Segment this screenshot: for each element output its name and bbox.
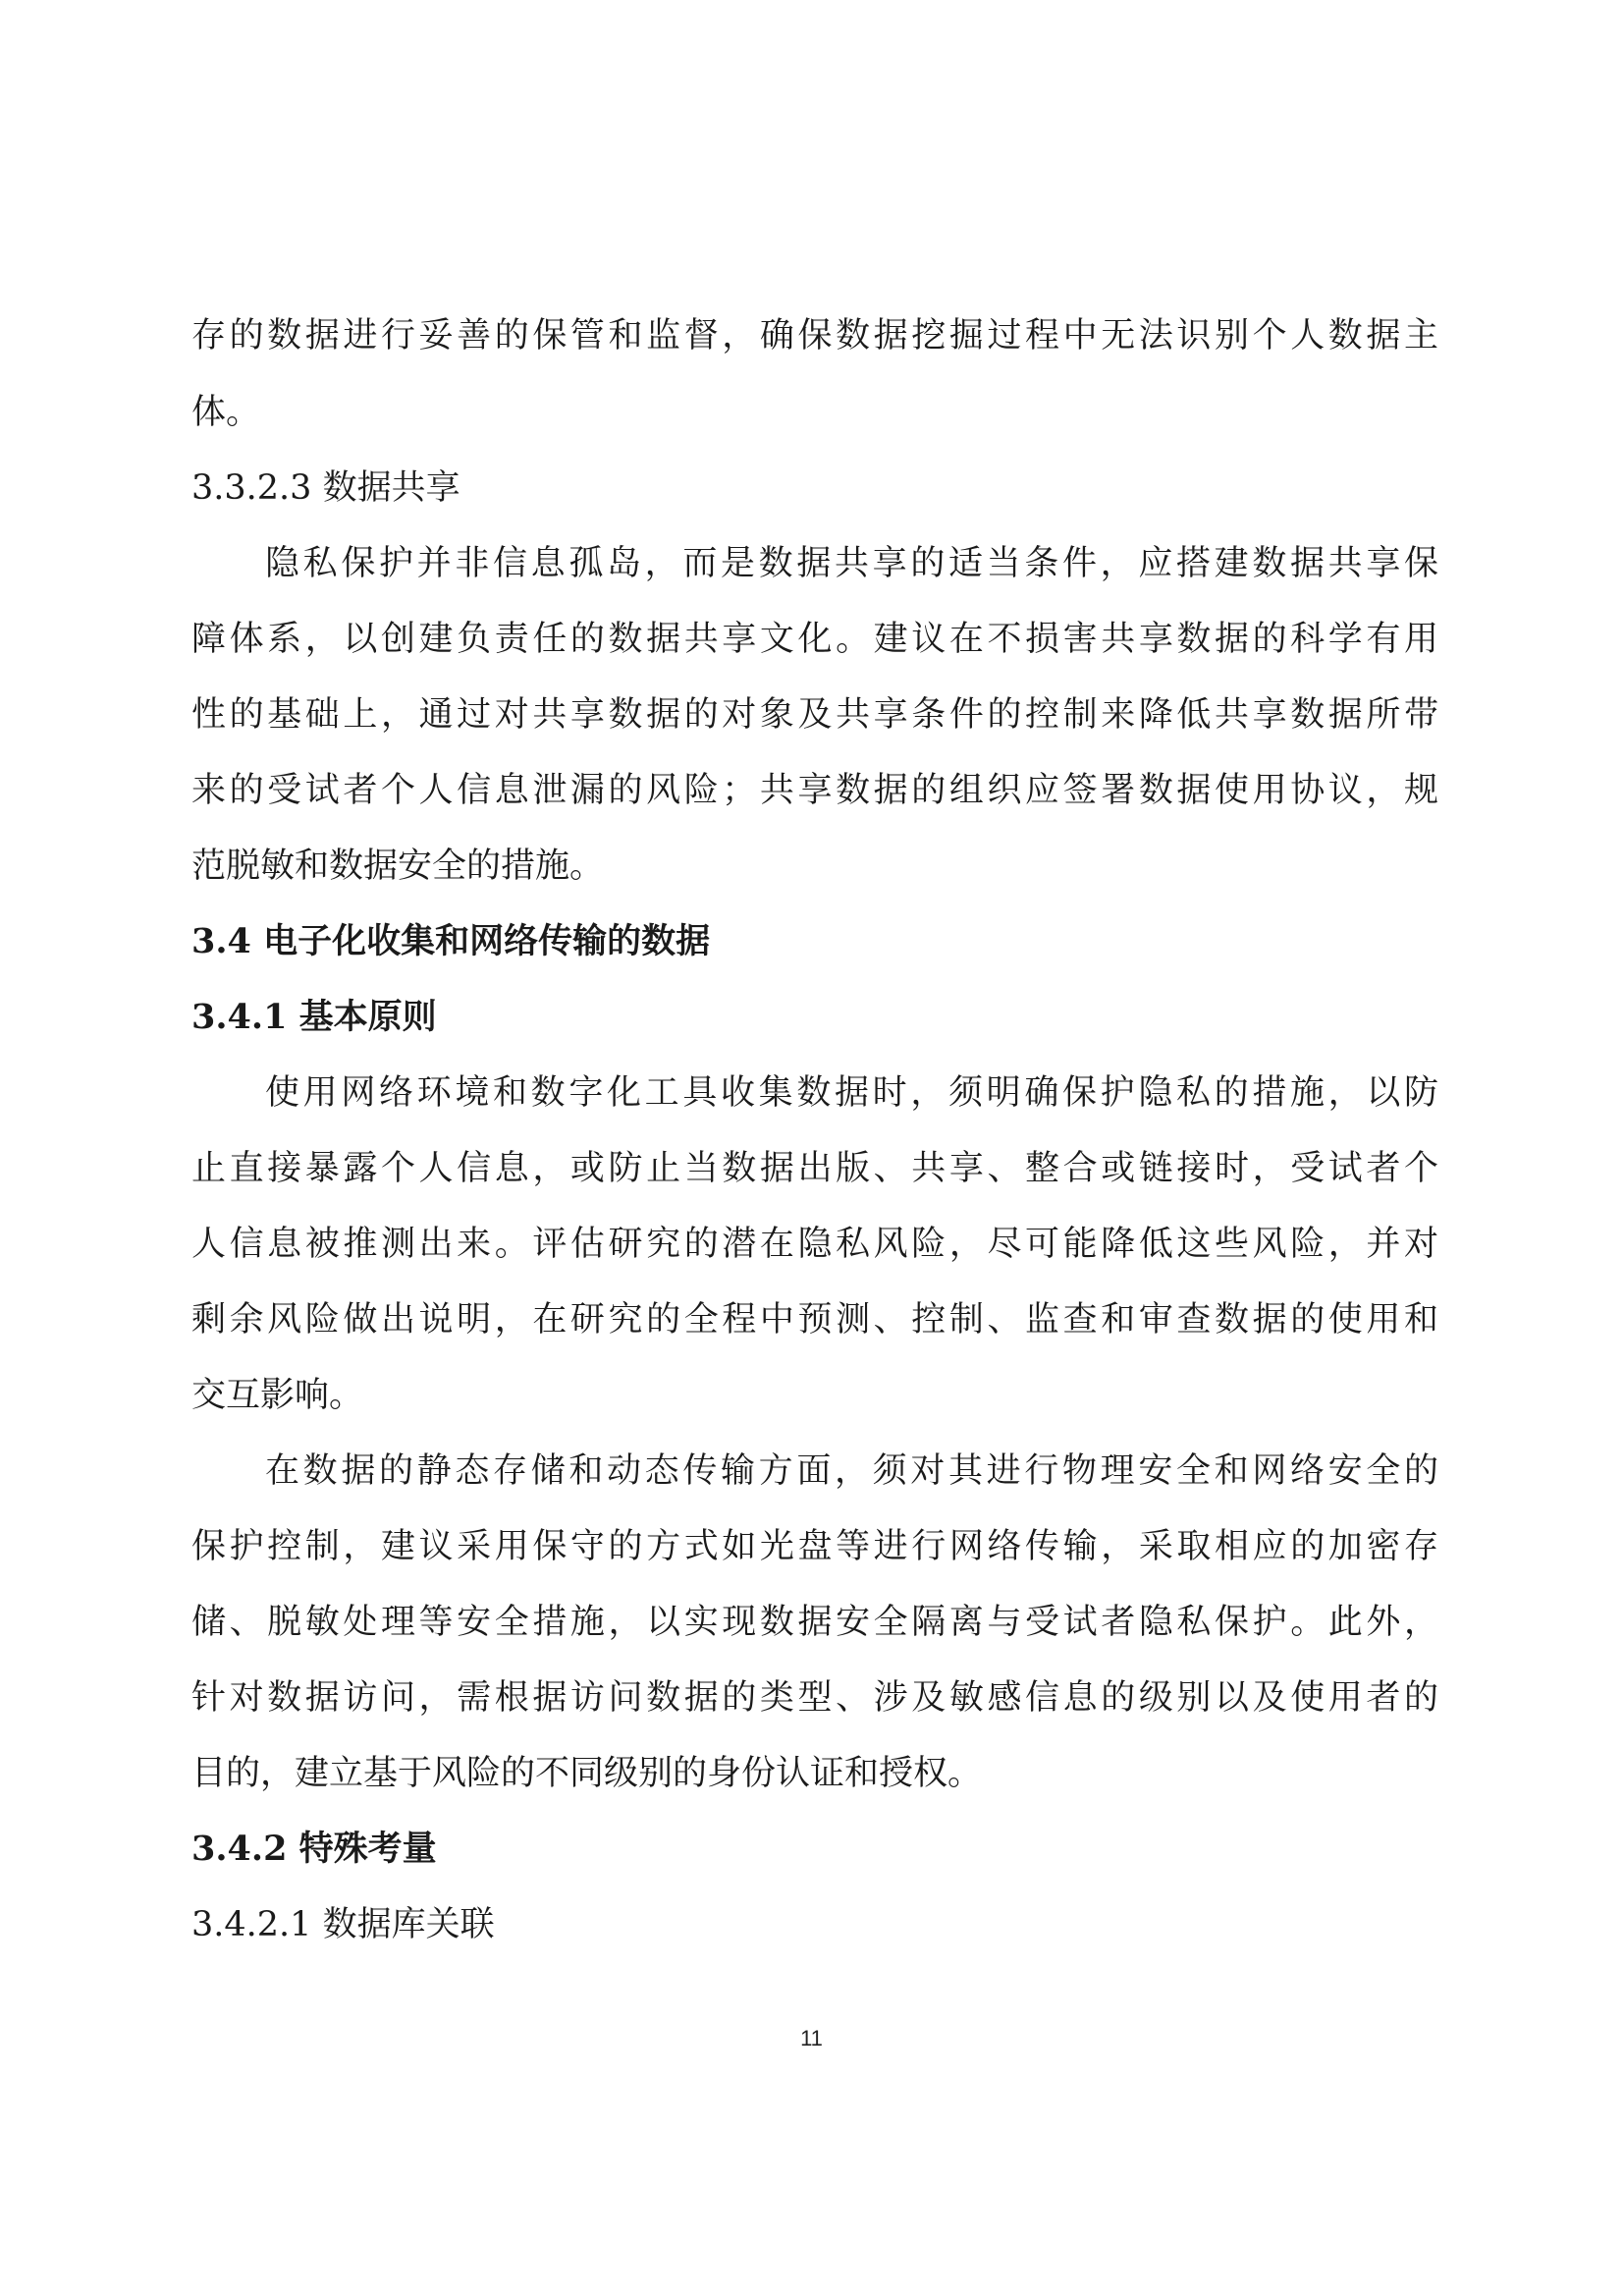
paragraph-line: 来的受试者个人信息泄漏的风险；共享数据的组织应签署数据使用协议，规	[191, 771, 1438, 810]
section-heading: 3.4 电子化收集和网络传输的数据	[191, 921, 711, 961]
paragraph-line: 性的基础上，通过对共享数据的对象及共享条件的控制来降低共享数据所带	[191, 695, 1438, 735]
paragraph-line: 范脱敏和数据安全的措施。	[191, 847, 605, 886]
paragraph-line: 保护控制，建议采用保守的方式如光盘等进行网络传输，采取相应的加密存	[191, 1527, 1438, 1566]
page-number: 11	[800, 2026, 823, 2050]
paragraph-line: 体。	[191, 393, 261, 432]
paragraph-line: 储、脱敏处理等安全措施，以实现数据安全隔离与受试者隐私保护。此外，	[191, 1603, 1438, 1642]
section-heading: 3.4.1 基本原则	[191, 997, 437, 1037]
section-heading: 3.4.2 特殊考量	[191, 1829, 437, 1869]
paragraph-line: 止直接暴露个人信息，或防止当数据出版、共享、整合或链接时，受试者个	[191, 1149, 1438, 1188]
subsection-heading: 3.4.2.1 数据库关联	[191, 1905, 495, 1944]
paragraph-line: 交互影响。	[191, 1376, 364, 1415]
paragraph-line: 针对数据访问，需根据访问数据的类型、涉及敏感信息的级别以及使用者的	[191, 1678, 1438, 1718]
paragraph-line: 目的，建立基于风险的不同级别的身份认证和授权。	[191, 1754, 983, 1793]
paragraph-line: 剩余风险做出说明，在研究的全程中预测、控制、监查和审查数据的使用和	[191, 1300, 1438, 1339]
subsection-heading: 3.3.2.3 数据共享	[191, 468, 460, 508]
paragraph-line: 在数据的静态存储和动态传输方面，须对其进行物理安全和网络安全的	[265, 1451, 1438, 1491]
paragraph-line: 使用网络环境和数字化工具收集数据时，须明确保护隐私的措施，以防	[265, 1073, 1438, 1113]
paragraph-line: 隐私保护并非信息孤岛，而是数据共享的适当条件，应搭建数据共享保	[265, 544, 1438, 583]
paragraph-line: 障体系，以创建负责任的数据共享文化。建议在不损害共享数据的科学有用	[191, 620, 1438, 659]
paragraph-line: 人信息被推测出来。评估研究的潜在隐私风险，尽可能降低这些风险，并对	[191, 1225, 1438, 1264]
paragraph-line: 存的数据进行妥善的保管和监督，确保数据挖掘过程中无法识别个人数据主	[191, 316, 1438, 355]
